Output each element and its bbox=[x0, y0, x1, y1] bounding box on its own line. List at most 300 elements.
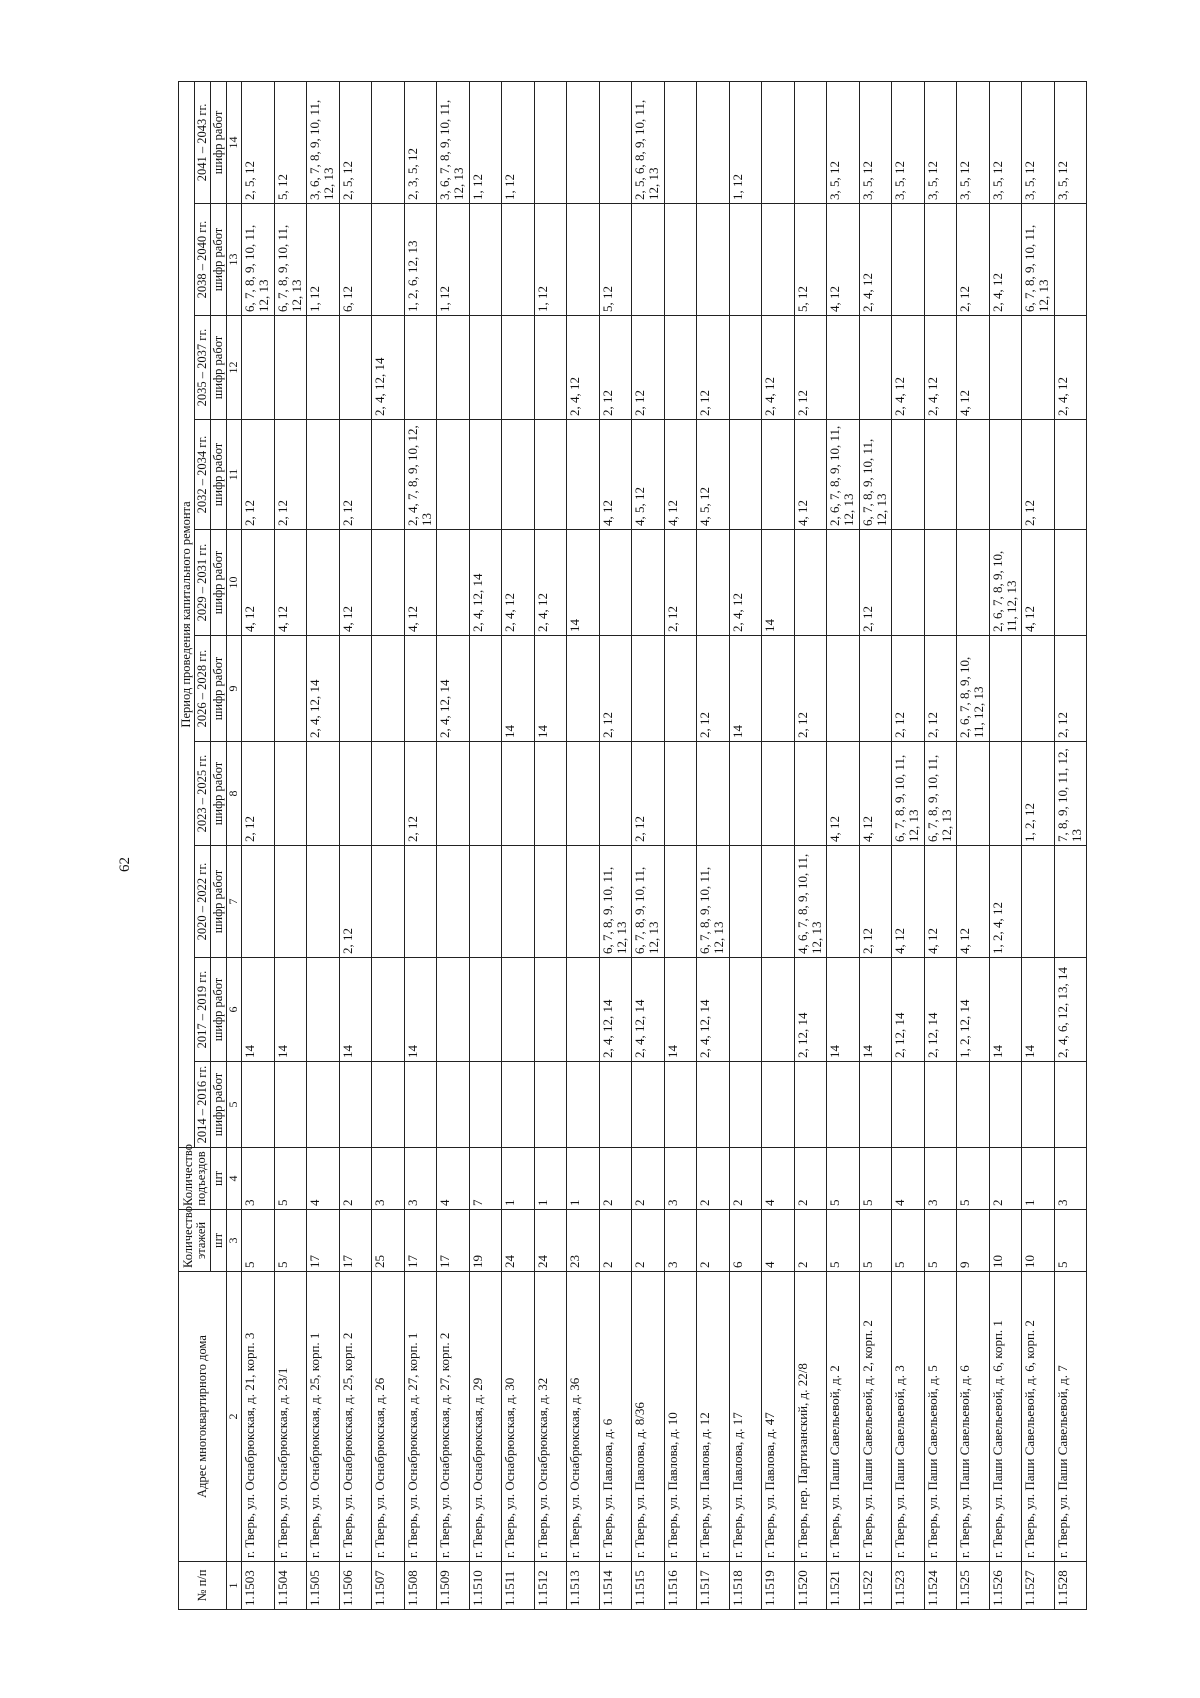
table-cell bbox=[827, 636, 860, 742]
table-cell: 14 bbox=[502, 636, 535, 742]
table-cell: 1.1505 bbox=[307, 1562, 340, 1610]
header-period-7: 2035 – 2037 гг. bbox=[195, 316, 211, 420]
table-cell bbox=[307, 958, 340, 1062]
header-period-1: 2017 – 2019 гг. bbox=[195, 958, 211, 1062]
table-row bbox=[534, 81, 567, 1609]
table-cell bbox=[664, 742, 697, 846]
table-cell: 1.1504 bbox=[274, 1562, 307, 1610]
table-row bbox=[1022, 81, 1055, 1609]
table-cell: 6, 7, 8, 9, 10, 11, 12, 13 bbox=[274, 204, 307, 316]
table-cell: 1.1523 bbox=[892, 1562, 925, 1610]
table-cell: 2, 12 bbox=[404, 742, 437, 846]
column-number: 3 bbox=[227, 1210, 242, 1272]
table-cell bbox=[242, 316, 275, 420]
table-cell bbox=[989, 1062, 1022, 1148]
table-cell: 1, 12 bbox=[437, 204, 470, 316]
table-cell: 14 bbox=[762, 530, 795, 636]
table-cell: 5, 12 bbox=[599, 204, 632, 316]
header-period: Период проведения капитального ремонта bbox=[179, 81, 195, 1147]
table-cell bbox=[502, 420, 535, 530]
table-cell: 4 bbox=[437, 1148, 470, 1210]
table-cell bbox=[469, 1062, 502, 1148]
table-cell: 2, 6, 7, 8, 9, 10, 11, 12, 13 bbox=[957, 636, 990, 742]
table-cell bbox=[892, 204, 925, 316]
table-cell bbox=[437, 742, 470, 846]
table-cell: 2, 12 bbox=[1054, 636, 1087, 742]
table-cell: 3 bbox=[664, 1210, 697, 1272]
table-cell: 1, 12 bbox=[469, 81, 502, 203]
table-cell: 2, 4, 12, 14 bbox=[697, 958, 730, 1062]
table-cell: 3, 5, 12 bbox=[1054, 81, 1087, 203]
table-cell bbox=[502, 316, 535, 420]
table-cell: 2, 4, 12 bbox=[729, 530, 762, 636]
table-row bbox=[794, 81, 827, 1609]
table-cell: 5 bbox=[924, 1210, 957, 1272]
header-period-6: 2032 – 2034 гг. bbox=[195, 420, 211, 530]
table-cell: 2, 12 bbox=[697, 316, 730, 420]
column-number: 5 bbox=[227, 1062, 242, 1148]
table-cell bbox=[534, 846, 567, 958]
table-cell: 1.1509 bbox=[437, 1562, 470, 1610]
table-cell: 2, 5, 6, 8, 9, 10, 11, 12, 13 bbox=[632, 81, 665, 203]
table-cell: 2, 12 bbox=[339, 846, 372, 958]
table-cell: 2 bbox=[794, 1148, 827, 1210]
table-cell: 2, 4, 12 bbox=[534, 530, 567, 636]
table-cell: г. Тверь, ул. Паши Савельевой, д. 7 bbox=[1054, 1272, 1087, 1562]
table-cell bbox=[372, 1062, 405, 1148]
table-cell: 2, 4, 12 bbox=[892, 316, 925, 420]
header-code-label: шифр работ bbox=[211, 636, 227, 742]
column-number: 1 bbox=[227, 1562, 242, 1610]
table-cell: 5 bbox=[859, 1210, 892, 1272]
column-number: 7 bbox=[227, 846, 242, 958]
table-cell: 2, 12 bbox=[599, 636, 632, 742]
table-cell: 6, 7, 8, 9, 10, 11, 12, 13 bbox=[924, 742, 957, 846]
table-row bbox=[632, 81, 665, 1609]
column-number: 2 bbox=[227, 1272, 242, 1562]
table-cell bbox=[307, 530, 340, 636]
table-cell: г. Тверь, ул. Паши Савельевой, д. 6 bbox=[957, 1272, 990, 1562]
table-cell: г. Тверь, ул. Павлова, д. 12 bbox=[697, 1272, 730, 1562]
table-cell bbox=[762, 636, 795, 742]
table-cell: 2, 12 bbox=[859, 530, 892, 636]
table-cell bbox=[697, 81, 730, 203]
header-floors: Количество этажей bbox=[179, 1210, 211, 1272]
table-cell: 1.1519 bbox=[762, 1562, 795, 1610]
table-cell bbox=[1054, 204, 1087, 316]
table-cell: 25 bbox=[372, 1210, 405, 1272]
table-cell: 1 bbox=[1022, 1148, 1055, 1210]
table-cell bbox=[469, 420, 502, 530]
table-cell: 2, 4, 12 bbox=[989, 204, 1022, 316]
table-cell: 1.1507 bbox=[372, 1562, 405, 1610]
table-cell: 14 bbox=[339, 958, 372, 1062]
table-cell bbox=[404, 1062, 437, 1148]
table-row bbox=[729, 81, 762, 1609]
table-cell bbox=[1054, 846, 1087, 958]
table-cell bbox=[502, 846, 535, 958]
table-cell bbox=[762, 420, 795, 530]
table-cell bbox=[372, 742, 405, 846]
table-row bbox=[924, 81, 957, 1609]
table-cell: г. Тверь, ул. Оснабрюкская, д. 25, корп. 2 bbox=[339, 1272, 372, 1562]
table-cell: 4, 12 bbox=[924, 846, 957, 958]
table-cell: 6, 7, 8, 9, 10, 11, 12, 13 bbox=[697, 846, 730, 958]
table-cell: 1, 2, 12 bbox=[1022, 742, 1055, 846]
table-cell: г. Тверь, ул. Паши Савельевой, д. 2 bbox=[827, 1272, 860, 1562]
table-cell: 2, 4, 7, 8, 9, 10, 12, 13 bbox=[404, 420, 437, 530]
column-number: 9 bbox=[227, 636, 242, 742]
table-cell: 3 bbox=[664, 1148, 697, 1210]
table-cell: 2 bbox=[599, 1210, 632, 1272]
table-cell bbox=[404, 636, 437, 742]
table-cell: 4, 12 bbox=[794, 420, 827, 530]
table-cell: 4 bbox=[307, 1148, 340, 1210]
table-cell bbox=[762, 742, 795, 846]
table-cell: 5 bbox=[242, 1210, 275, 1272]
table-cell: 14 bbox=[242, 958, 275, 1062]
table-cell bbox=[664, 1062, 697, 1148]
table-cell: 14 bbox=[989, 958, 1022, 1062]
table-cell bbox=[372, 420, 405, 530]
table-cell bbox=[242, 1062, 275, 1148]
table-cell: 1.1514 bbox=[599, 1562, 632, 1610]
table-cell bbox=[697, 742, 730, 846]
table-row bbox=[242, 81, 275, 1609]
table-cell: 6, 7, 8, 9, 10, 11, 12, 13 bbox=[892, 742, 925, 846]
table-cell: 2, 12 bbox=[599, 316, 632, 420]
table-cell: 2, 12 bbox=[339, 420, 372, 530]
table-cell: г. Тверь, ул. Оснабрюкская, д. 21, корп. 3 bbox=[242, 1272, 275, 1562]
table-cell: 14 bbox=[1022, 958, 1055, 1062]
table-cell bbox=[599, 1062, 632, 1148]
table-cell bbox=[827, 530, 860, 636]
table-cell: 2 bbox=[697, 1210, 730, 1272]
table-cell bbox=[534, 958, 567, 1062]
column-number-row bbox=[227, 81, 242, 1609]
table-cell: 5 bbox=[274, 1210, 307, 1272]
table-cell bbox=[567, 420, 600, 530]
table-row bbox=[664, 81, 697, 1609]
table-cell: 4, 12 bbox=[827, 742, 860, 846]
table-cell bbox=[307, 742, 340, 846]
table-cell: 2, 4, 12 bbox=[1054, 316, 1087, 420]
table-cell: г. Тверь, ул. Оснабрюкская, д. 36 bbox=[567, 1272, 600, 1562]
table-row bbox=[1054, 81, 1087, 1609]
rotated-table-container bbox=[178, 82, 1084, 1610]
table-cell: 5 bbox=[827, 1148, 860, 1210]
table-row bbox=[567, 81, 600, 1609]
table-cell: 4, 12 bbox=[957, 846, 990, 958]
table-cell bbox=[1022, 846, 1055, 958]
table-cell bbox=[989, 742, 1022, 846]
table-cell bbox=[307, 420, 340, 530]
table-cell bbox=[339, 1062, 372, 1148]
table-cell: 2 bbox=[989, 1148, 1022, 1210]
table-cell: 2, 4, 12, 14 bbox=[307, 636, 340, 742]
table-cell bbox=[469, 204, 502, 316]
table-cell: 10 bbox=[1022, 1210, 1055, 1272]
table-cell: 6, 7, 8, 9, 10, 11, 12, 13 bbox=[1022, 204, 1055, 316]
table-cell: 5, 12 bbox=[274, 81, 307, 203]
table-cell: г. Тверь, ул. Павлова, д. 47 bbox=[762, 1272, 795, 1562]
table-cell: 2, 12, 14 bbox=[892, 958, 925, 1062]
table-cell bbox=[339, 636, 372, 742]
table-cell: 3, 5, 12 bbox=[1022, 81, 1055, 203]
table-cell bbox=[924, 420, 957, 530]
table-cell bbox=[664, 316, 697, 420]
table-row bbox=[339, 81, 372, 1609]
table-cell: 2 bbox=[794, 1210, 827, 1272]
table-cell: 14 bbox=[827, 958, 860, 1062]
table-cell bbox=[469, 316, 502, 420]
table-cell bbox=[599, 530, 632, 636]
table-cell: г. Тверь, ул. Павлова, д. 8/36 bbox=[632, 1272, 665, 1562]
table-cell: 2, 12 bbox=[924, 636, 957, 742]
table-cell: 1.1515 bbox=[632, 1562, 665, 1610]
table-cell bbox=[1054, 530, 1087, 636]
table-cell: 4, 12 bbox=[339, 530, 372, 636]
table-cell bbox=[372, 204, 405, 316]
table-cell bbox=[437, 1062, 470, 1148]
table-cell bbox=[469, 958, 502, 1062]
table-cell: 3, 5, 12 bbox=[827, 81, 860, 203]
table-cell bbox=[892, 1062, 925, 1148]
column-number: 4 bbox=[227, 1148, 242, 1210]
table-cell: 1.1517 bbox=[697, 1562, 730, 1610]
table-cell: г. Тверь, ул. Оснабрюкская, д. 30 bbox=[502, 1272, 535, 1562]
table-cell bbox=[729, 958, 762, 1062]
table-row bbox=[989, 81, 1022, 1609]
table-row bbox=[827, 81, 860, 1609]
table-cell bbox=[274, 742, 307, 846]
table-cell bbox=[274, 1062, 307, 1148]
table-cell bbox=[827, 1062, 860, 1148]
table-cell bbox=[632, 1062, 665, 1148]
table-cell: г. Тверь, ул. Оснабрюкская, д. 27, корп. 1 bbox=[404, 1272, 437, 1562]
table-cell: 5 bbox=[827, 1210, 860, 1272]
table-cell bbox=[307, 316, 340, 420]
table-cell: 2 bbox=[339, 1148, 372, 1210]
table-cell bbox=[502, 958, 535, 1062]
table-cell bbox=[437, 420, 470, 530]
table-cell bbox=[1022, 636, 1055, 742]
table-row bbox=[372, 81, 405, 1609]
table-cell bbox=[339, 316, 372, 420]
header-code-label: шифр работ bbox=[211, 958, 227, 1062]
table-cell bbox=[437, 530, 470, 636]
table-cell bbox=[697, 530, 730, 636]
header-period-8: 2038 – 2040 гг. bbox=[195, 204, 211, 316]
table-cell bbox=[437, 958, 470, 1062]
table-cell: 17 bbox=[339, 1210, 372, 1272]
table-cell bbox=[957, 1062, 990, 1148]
table-cell: г. Тверь, ул. Павлова, д. 10 bbox=[664, 1272, 697, 1562]
table-cell bbox=[242, 846, 275, 958]
table-cell bbox=[794, 1062, 827, 1148]
table-cell: 1.1506 bbox=[339, 1562, 372, 1610]
table-cell: 2, 4, 12, 14 bbox=[632, 958, 665, 1062]
table-cell: 1, 2, 12, 14 bbox=[957, 958, 990, 1062]
table-cell: 4 bbox=[762, 1210, 795, 1272]
table-cell bbox=[469, 846, 502, 958]
table-cell: 1.1503 bbox=[242, 1562, 275, 1610]
header-period-4: 2026 – 2028 гг. bbox=[195, 636, 211, 742]
table-cell: 7 bbox=[469, 1148, 502, 1210]
table-cell: 1.1521 bbox=[827, 1562, 860, 1610]
table-cell: 1.1518 bbox=[729, 1562, 762, 1610]
table-cell bbox=[567, 1062, 600, 1148]
table-cell: 4, 12 bbox=[599, 420, 632, 530]
table-cell: 1, 12 bbox=[534, 204, 567, 316]
header-period-3: 2023 – 2025 гг. bbox=[195, 742, 211, 846]
table-row bbox=[307, 81, 340, 1609]
table-cell: 24 bbox=[534, 1210, 567, 1272]
table-cell bbox=[502, 204, 535, 316]
table-cell: 24 bbox=[502, 1210, 535, 1272]
table-body bbox=[242, 81, 1087, 1609]
table-cell bbox=[372, 958, 405, 1062]
table-cell: 14 bbox=[274, 958, 307, 1062]
table-cell bbox=[957, 742, 990, 846]
table-cell bbox=[794, 81, 827, 203]
table-cell bbox=[372, 636, 405, 742]
table-cell bbox=[859, 316, 892, 420]
header-code-label: шифр работ bbox=[211, 81, 227, 203]
table-cell bbox=[502, 742, 535, 846]
table-cell: 3, 6, 7, 8, 9, 10, 11, 12, 13 bbox=[437, 81, 470, 203]
table-cell bbox=[924, 530, 957, 636]
table-cell bbox=[404, 316, 437, 420]
table-cell bbox=[827, 846, 860, 958]
table-cell: 1 bbox=[502, 1148, 535, 1210]
repair-schedule-table bbox=[178, 81, 1087, 1610]
table-cell: 3, 5, 12 bbox=[859, 81, 892, 203]
table-cell bbox=[762, 81, 795, 203]
table-cell bbox=[534, 316, 567, 420]
table-cell: 1 bbox=[534, 1148, 567, 1210]
table-cell bbox=[567, 204, 600, 316]
table-cell: 4, 5, 12 bbox=[632, 420, 665, 530]
table-cell: 2, 5, 12 bbox=[339, 81, 372, 203]
table-cell: 6, 7, 8, 9, 10, 11, 12, 13 bbox=[242, 204, 275, 316]
table-cell: 23 bbox=[567, 1210, 600, 1272]
column-number: 14 bbox=[227, 81, 242, 203]
table-row bbox=[697, 81, 730, 1609]
table-cell: 1.1525 bbox=[957, 1562, 990, 1610]
table-cell: 2 bbox=[599, 1148, 632, 1210]
table-cell bbox=[1054, 1062, 1087, 1148]
table-cell: 2, 12 bbox=[794, 636, 827, 742]
table-cell: 1, 12 bbox=[729, 81, 762, 203]
header-period-5: 2029 – 2031 гг. bbox=[195, 530, 211, 636]
table-cell: 3, 5, 12 bbox=[957, 81, 990, 203]
table-cell: г. Тверь, пер. Партизанский, д. 22/8 bbox=[794, 1272, 827, 1562]
table-cell: 3 bbox=[242, 1148, 275, 1210]
table-cell: 3, 5, 12 bbox=[892, 81, 925, 203]
table-cell bbox=[307, 846, 340, 958]
table-cell bbox=[534, 420, 567, 530]
header-code-label: шифр работ bbox=[211, 1062, 227, 1148]
column-number: 12 bbox=[227, 316, 242, 420]
table-cell: 2, 12 bbox=[632, 742, 665, 846]
table-cell: 1.1508 bbox=[404, 1562, 437, 1610]
table-cell: 3, 5, 12 bbox=[924, 81, 957, 203]
column-number: 6 bbox=[227, 958, 242, 1062]
table-cell: 14 bbox=[729, 636, 762, 742]
table-cell: 1.1527 bbox=[1022, 1562, 1055, 1610]
table-cell bbox=[567, 846, 600, 958]
header-address: Адрес многоквартирного дома bbox=[179, 1272, 227, 1562]
table-cell: 1.1510 bbox=[469, 1562, 502, 1610]
table-cell: 2, 12 bbox=[794, 316, 827, 420]
table-cell: 2, 3, 5, 12 bbox=[404, 81, 437, 203]
column-number: 11 bbox=[227, 420, 242, 530]
table-cell: 2, 6, 7, 8, 9, 10, 11, 12, 13 bbox=[827, 420, 860, 530]
table-cell: 2, 12 bbox=[892, 636, 925, 742]
table-cell: г. Тверь, ул. Паши Савельевой, д. 3 bbox=[892, 1272, 925, 1562]
table-cell bbox=[372, 846, 405, 958]
table-cell bbox=[567, 636, 600, 742]
table-cell: 4, 12 bbox=[664, 420, 697, 530]
table-row bbox=[599, 81, 632, 1609]
table-cell: 2 bbox=[632, 1210, 665, 1272]
table-cell: 4, 12 bbox=[404, 530, 437, 636]
table-cell bbox=[729, 846, 762, 958]
table-cell bbox=[599, 81, 632, 203]
table-cell: 2, 12 bbox=[697, 636, 730, 742]
table-cell bbox=[794, 530, 827, 636]
table-cell bbox=[274, 636, 307, 742]
table-cell bbox=[664, 204, 697, 316]
table-cell: 4, 12 bbox=[859, 742, 892, 846]
table-row bbox=[404, 81, 437, 1609]
table-cell: 1.1524 bbox=[924, 1562, 957, 1610]
table-cell: 5 bbox=[274, 1148, 307, 1210]
table-cell: 4, 12 bbox=[892, 846, 925, 958]
table-cell bbox=[924, 204, 957, 316]
table-cell: 1.1526 bbox=[989, 1562, 1022, 1610]
table-row bbox=[469, 81, 502, 1609]
table-cell: 1, 12 bbox=[307, 204, 340, 316]
table-cell: г. Тверь, ул. Паши Савельевой, д. 6, корп. 2 bbox=[1022, 1272, 1055, 1562]
table-cell bbox=[859, 1062, 892, 1148]
table-cell: 5, 12 bbox=[794, 204, 827, 316]
table-cell bbox=[664, 636, 697, 742]
table-cell: 14 bbox=[404, 958, 437, 1062]
table-cell: г. Тверь, ул. Павлова, д. 6 bbox=[599, 1272, 632, 1562]
table-cell: 2, 4, 12 bbox=[924, 316, 957, 420]
table-cell: 9 bbox=[957, 1210, 990, 1272]
table-cell: 2, 6, 7, 8, 9, 10, 11, 12, 13 bbox=[989, 530, 1022, 636]
table-cell: 1, 12 bbox=[502, 81, 535, 203]
table-cell bbox=[534, 81, 567, 203]
table-cell: 2, 4, 12 bbox=[859, 204, 892, 316]
table-cell bbox=[1022, 316, 1055, 420]
table-cell: 6, 7, 8, 9, 10, 11, 12, 13 bbox=[632, 846, 665, 958]
header-period-9: 2041 – 2043 гг. bbox=[195, 81, 211, 203]
table-cell bbox=[762, 1062, 795, 1148]
table-cell: 2, 4, 6, 12, 13, 14 bbox=[1054, 958, 1087, 1062]
table-cell bbox=[827, 316, 860, 420]
table-cell bbox=[892, 420, 925, 530]
table-cell: 17 bbox=[437, 1210, 470, 1272]
table-cell: 2, 4, 12 bbox=[567, 316, 600, 420]
column-number: 13 bbox=[227, 204, 242, 316]
table-cell bbox=[892, 530, 925, 636]
table-cell bbox=[567, 958, 600, 1062]
table-cell: 6, 12 bbox=[339, 204, 372, 316]
